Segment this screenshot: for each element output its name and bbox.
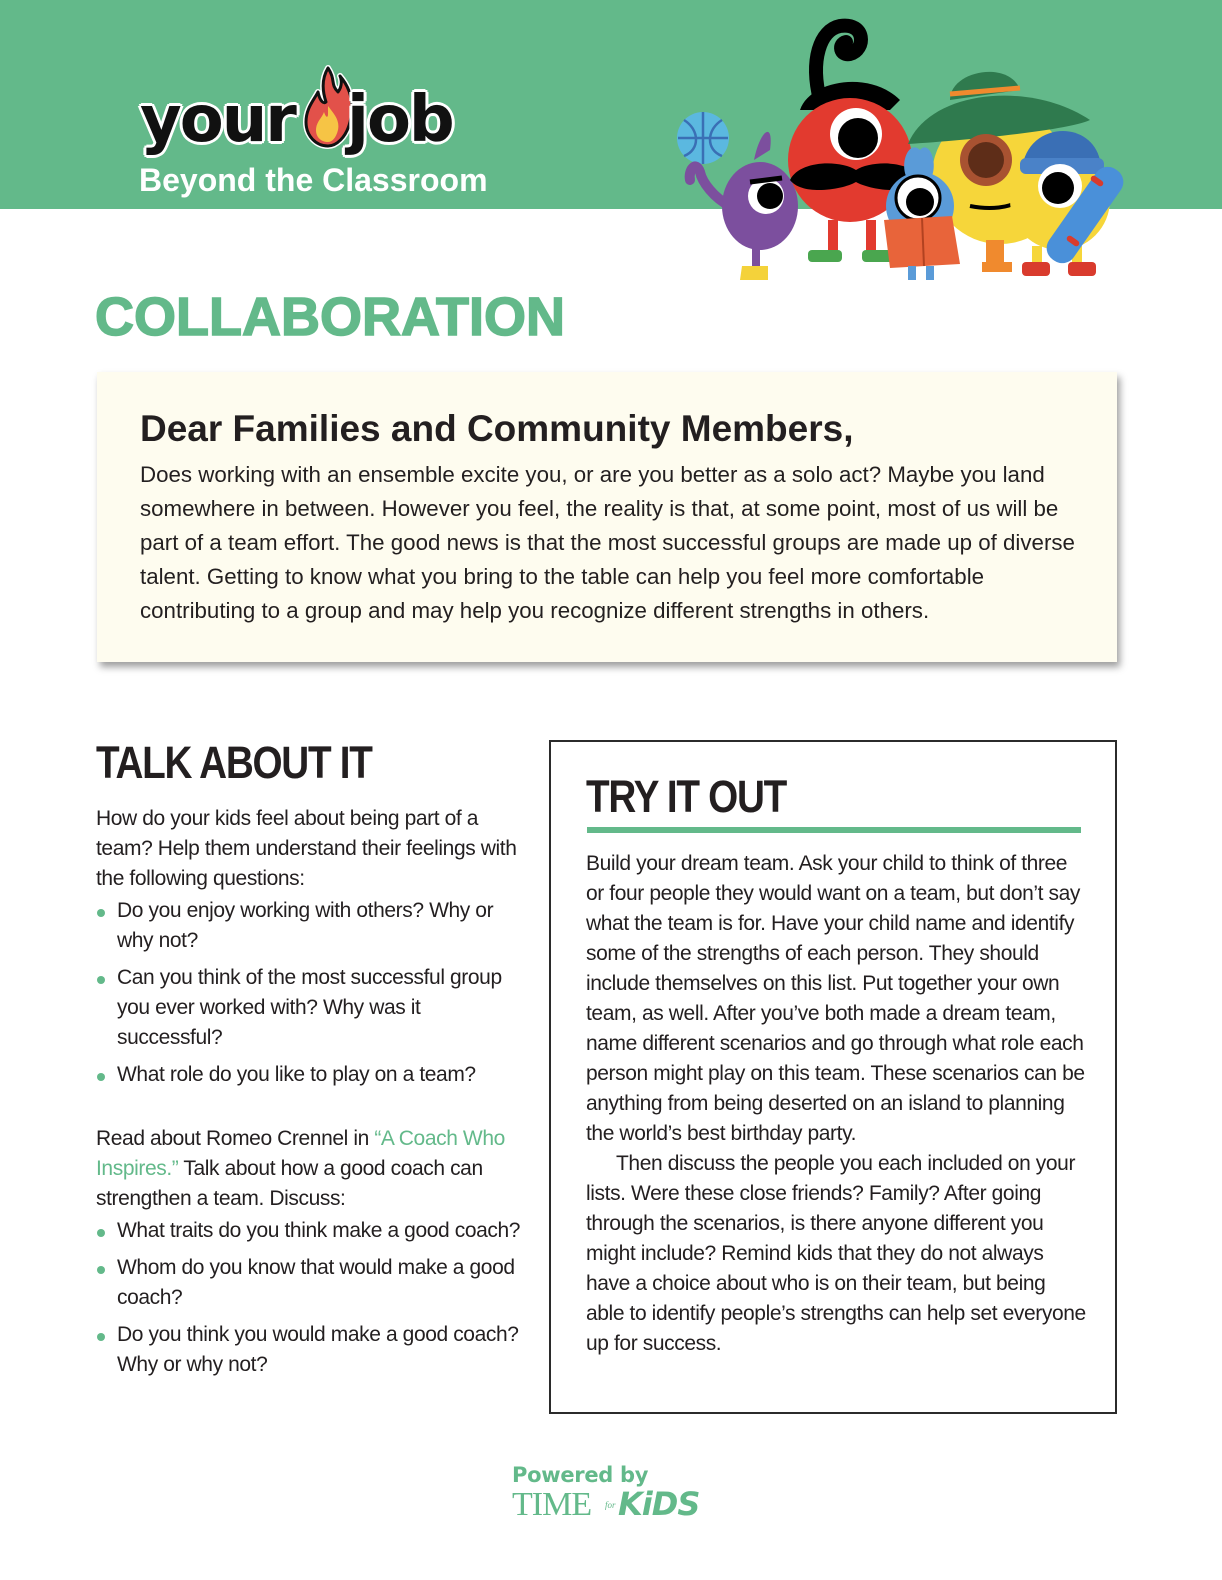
logo-time: TIME xyxy=(512,1486,592,1523)
heading-underline-rule xyxy=(587,827,1081,833)
cartoon-characters-illustration xyxy=(670,10,1150,290)
read-about-text xyxy=(96,1124,526,1214)
logo-word-your: your xyxy=(140,83,295,157)
list-item xyxy=(96,1216,526,1246)
try-it-out-body xyxy=(586,849,1086,1359)
question-text: Do you think you would make a good coach? Why or why not? xyxy=(117,1323,519,1376)
question-list-1 xyxy=(96,896,526,1097)
talk-about-it-heading: TALK ABOUT IT xyxy=(96,737,372,788)
logo-for: for xyxy=(605,1500,616,1510)
footer-branding xyxy=(512,1465,712,1524)
basketball-icon xyxy=(677,112,729,164)
read-suffix: Talk about how a good coach can strengthen a team. Discuss: xyxy=(96,1157,483,1210)
letter-callout-box xyxy=(97,372,1117,662)
question-text: What role do you like to play on a team? xyxy=(117,1063,476,1086)
powered-by-label: Powered by xyxy=(512,1463,649,1487)
question-text: Can you think of the most successful group you ever worked with? Why was it successful? xyxy=(117,966,502,1049)
time-for-kids-logo xyxy=(512,1485,712,1524)
list-item xyxy=(96,1253,526,1313)
page-title: COLLABORATION xyxy=(95,287,565,347)
question-text: Do you enjoy working with others? Why or why not? xyxy=(117,899,494,952)
talk-about-it-section xyxy=(96,737,526,1376)
list-item xyxy=(96,1320,526,1380)
logo-kids: KiDS xyxy=(618,1485,700,1523)
try-it-out-heading: TRY IT OUT xyxy=(586,771,786,822)
bullet-icon xyxy=(97,1266,105,1274)
bullet-icon xyxy=(97,976,105,984)
question-text: Whom do you know that would make a good coach? xyxy=(117,1256,515,1309)
question-list-2 xyxy=(96,1216,526,1387)
article-link[interactable]: “A Coach Who Inspires.” xyxy=(96,1127,505,1180)
talk-intro-text: How do your kids feel about being part of a team? Help them understand their feelings with the following questions: xyxy=(96,807,517,890)
list-item xyxy=(96,1060,526,1090)
list-item xyxy=(96,896,526,956)
bullet-icon xyxy=(97,1073,105,1081)
callout-body: Does working with an ensemble excite you, or are you better as a solo act? Maybe you land somewhere in between. However you feel, the reality is that, at some point, most of us will be part of a team effort. The good news is that the most successful groups are made up of diverse talent. Getting to know what you bring to the table can help you feel more comfortable contributing to a group and may help you recognize different strengths in others. xyxy=(140,462,1075,623)
callout-heading: Dear Families and Community Members, xyxy=(140,408,854,449)
bullet-icon xyxy=(97,909,105,917)
try-paragraph-1: Build your dream team. Ask your child to think of three or four people they would want on a team, but don’t say what the team is for. Have your child name and identify some of the strengths of each person. They should include themselves on this list. Put together your own team, as well. After you’ve both made a dream team, name different scenarios and go through what role each person might play on this team. These scenarios can be anything from being deserted on an island to planning the world’s best birthday party. xyxy=(586,852,1085,1145)
try-paragraph-2: Then discuss the people you each included on your lists. Were these close friends? Family? After going through the scenarios, is there anyone different you might include? Remind kids that they do not always have a choice about who is on their team, but being able to identify people’s strengths can help set everyone up for success. xyxy=(586,1152,1086,1355)
list-item xyxy=(96,963,526,1053)
bullet-icon xyxy=(97,1229,105,1237)
logo-word-job: job xyxy=(347,83,453,157)
logo-tagline: Beyond the Classroom xyxy=(139,162,488,198)
bullet-icon xyxy=(97,1333,105,1341)
question-text: What traits do you think make a good coach? xyxy=(117,1219,521,1242)
read-prefix: Read about Romeo Crennel in xyxy=(96,1127,375,1150)
try-it-out-box xyxy=(549,740,1117,1414)
